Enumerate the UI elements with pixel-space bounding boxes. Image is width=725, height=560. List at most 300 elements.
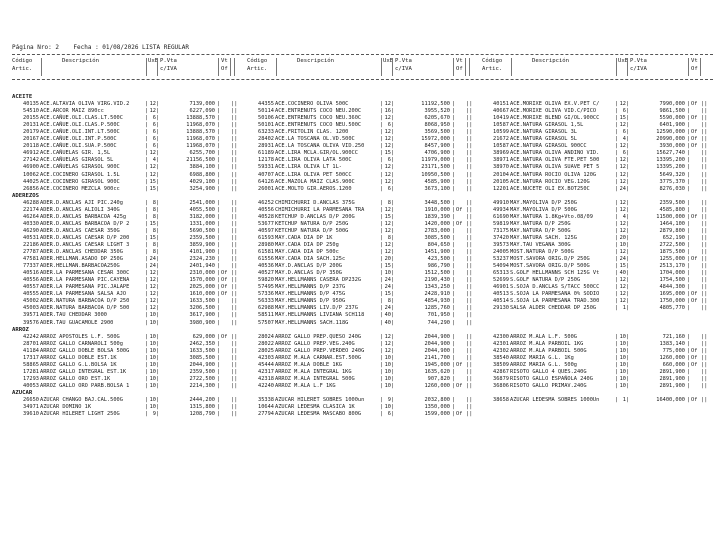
cell-separator: | (626, 354, 630, 361)
cell-separator: || (701, 340, 708, 347)
units-per-box: 12 (149, 291, 156, 298)
price-with-iva: 15627,740 (656, 150, 685, 157)
product-code: 45002 (23, 298, 39, 305)
units-per-box: 15 (384, 150, 391, 157)
product-code: 53677 (258, 220, 274, 227)
product-row (482, 369, 713, 376)
product-row (12, 164, 243, 171)
cell-separator: | (687, 256, 691, 263)
cell-separator: || (231, 150, 238, 157)
product-code: 40707 (258, 171, 274, 178)
cell-separator: | (615, 298, 619, 305)
cell-separator: | (391, 157, 395, 164)
product-code: 59819 (493, 220, 509, 227)
product-row (482, 362, 713, 369)
product-row (12, 397, 243, 404)
price-with-iva: 1633,500 (189, 347, 215, 354)
product-description: ACE.FRITOLIN CLAS. 1200 (275, 129, 349, 136)
cell-separator: | (217, 115, 221, 122)
price-with-iva: 1910,000 (424, 206, 450, 213)
cell-separator: | (156, 354, 160, 361)
cell-separator: | (687, 354, 691, 361)
cell-separator: | (452, 157, 456, 164)
cell-separator: || (466, 199, 473, 206)
cell-separator: || (701, 263, 708, 270)
cell-separator: || (466, 404, 473, 411)
product-description: ACE.CAÑUE.OLI.CLAS.LT.500C (40, 115, 123, 122)
cell-separator: | (217, 277, 221, 284)
product-code: 40531 (23, 234, 39, 241)
cell-separator: || (701, 361, 708, 368)
price-with-iva: 1704,000 (659, 270, 685, 277)
cell-separator: | (615, 234, 619, 241)
cell-separator: | (380, 277, 384, 284)
units-per-box: 16 (384, 108, 391, 115)
cell-separator: | (217, 256, 221, 263)
price-with-iva: 1695,000 (659, 291, 685, 298)
product-code: 12178 (258, 157, 274, 164)
product-row (12, 362, 243, 369)
price-with-iva: 3775,370 (659, 178, 685, 185)
cell-separator: | (217, 234, 221, 241)
cell-separator: | (391, 249, 395, 256)
product-code: 54094 (493, 263, 509, 270)
vt-header: Vt (456, 58, 463, 64)
product-code: 40135 (23, 101, 39, 108)
units-per-box: 10 (149, 319, 156, 326)
product-code: 29130 (493, 305, 509, 312)
units-per-box: 10 (149, 404, 156, 411)
blank-row (247, 327, 478, 334)
vt-header: Vt (691, 58, 698, 64)
cell-separator: | (380, 108, 384, 115)
product-code: 20179 (23, 129, 39, 136)
price-with-iva: 2462,350 (189, 340, 215, 347)
price-with-iva: 13888,570 (186, 129, 215, 136)
product-code: 61581 (258, 249, 274, 256)
units-per-box: 15 (384, 213, 391, 220)
cell-separator: | (380, 305, 384, 312)
product-code: 45003 (23, 305, 39, 312)
cell-separator: | (615, 263, 619, 270)
cell-separator: | (687, 234, 691, 241)
price-with-iva: 2891,900 (659, 368, 685, 375)
product-row (247, 270, 478, 277)
product-code: 40330 (23, 220, 39, 227)
cell-separator: | (452, 122, 456, 129)
units-per-box: 12 (619, 101, 626, 108)
price-with-iva: 2214,300 (189, 382, 215, 389)
units-per-box: 6 (622, 129, 626, 136)
cell-separator: | (687, 241, 691, 248)
product-row (247, 411, 478, 418)
cell-separator: | (615, 150, 619, 157)
product-description: AZUCAR LEDESMA MASCABO 800G (275, 411, 362, 418)
product-description: ARROZ APOSTOLES L.F. 500G (40, 333, 120, 340)
cell-separator: || (466, 136, 473, 143)
product-description: ARROZ MARIA G.L. 1Kg (510, 354, 574, 361)
cell-separator: | (217, 404, 221, 411)
price-with-iva: 11968,070 (186, 136, 215, 143)
product-row (247, 291, 478, 298)
cell-separator: | (452, 298, 456, 305)
price-with-iva: 2025,000 (189, 284, 215, 291)
cell-separator: || (231, 213, 238, 220)
cell-separator: | (687, 157, 691, 164)
price-with-iva: 3980,900 (189, 319, 215, 326)
cell-separator: | (217, 249, 221, 256)
cell-separator: | (615, 157, 619, 164)
cell-separator: | (452, 284, 456, 291)
cell-separator: | (380, 178, 384, 185)
cell-separator: | (615, 185, 619, 192)
product-row (247, 101, 478, 108)
blank-row (482, 327, 713, 334)
cell-separator: | (145, 143, 149, 150)
product-code: 40556 (23, 277, 39, 284)
offer-flag: Of (691, 354, 698, 361)
units-per-box: 12 (384, 241, 391, 248)
cell-separator: | (452, 354, 456, 361)
cell-separator: | (687, 122, 691, 129)
units-per-box: 10 (619, 354, 626, 361)
cell-separator: || (231, 157, 238, 164)
header-divider (469, 58, 470, 76)
product-description: AZUCAR DOMINO 1K (40, 404, 92, 411)
price-list-page (12, 0, 713, 560)
cell-separator: | (145, 397, 149, 404)
cell-separator: | (380, 361, 384, 368)
cell-separator: | (626, 129, 630, 136)
product-description: ACE.NATURA OLIVA FTE.PET 500 (510, 157, 600, 164)
product-description: RISOTO GALLO 4 QUES.240G (510, 368, 587, 375)
units-per-box: 12 (149, 270, 156, 277)
cell-separator: || (701, 108, 708, 115)
units-per-box: 10 (384, 361, 391, 368)
price-with-iva: 2359,500 (659, 199, 685, 206)
product-row (12, 376, 243, 383)
cell-separator: || (701, 333, 708, 340)
price-with-iva: 1208,790 (189, 411, 215, 418)
product-description: ADER.D.ANCLAS AJI PIC.240g (40, 199, 123, 206)
cell-separator: | (156, 164, 160, 171)
uxb-header: UxB (383, 58, 394, 64)
units-per-box: 15 (619, 263, 626, 270)
cell-separator: | (156, 115, 160, 122)
product-code: 58865 (23, 361, 39, 368)
units-per-box: 1 (622, 397, 626, 404)
cell-separator: | (615, 333, 619, 340)
cell-separator: || (466, 171, 473, 178)
product-code: 50101 (258, 122, 274, 129)
product-row (12, 369, 243, 376)
product-code: 40667 (493, 108, 509, 115)
units-per-box: 8 (152, 249, 156, 256)
cell-separator: | (626, 164, 630, 171)
price-header: P.Vta (160, 58, 177, 64)
product-description: ARROZ M.ALA CARNAR.EST.500G (275, 354, 362, 361)
header-divider (146, 58, 147, 76)
product-row (247, 150, 478, 157)
units-per-box: 12 (384, 206, 391, 213)
cell-separator: | (145, 312, 149, 319)
price-with-iva: 3955,520 (424, 108, 450, 115)
product-code: 41184 (23, 347, 39, 354)
product-code: 10599 (493, 129, 509, 136)
cell-separator: | (452, 227, 456, 234)
cell-separator: | (217, 178, 221, 185)
cell-separator: || (466, 312, 473, 319)
cell-separator: || (466, 411, 473, 418)
price-with-iva: 5590,000 (659, 115, 685, 122)
cell-separator: | (391, 347, 395, 354)
cell-separator: | (380, 291, 384, 298)
cell-separator: || (701, 199, 708, 206)
price-with-iva: 9861,500 (659, 108, 685, 115)
cell-separator: || (701, 178, 708, 185)
cell-separator: || (231, 347, 238, 354)
product-description: MOST.SAVORA ORIG.D/P 250G (510, 256, 590, 263)
cell-separator: || (466, 319, 473, 326)
cell-separator: | (145, 136, 149, 143)
product-row (247, 312, 478, 319)
cell-separator: || (231, 340, 238, 347)
cell-separator: | (156, 263, 160, 270)
product-description: MAY.CADA DIA DP 250g (275, 241, 339, 248)
cell-separator: | (391, 206, 395, 213)
product-row (247, 242, 478, 249)
price-with-iva: 3617,900 (189, 312, 215, 319)
product-description: ACE.ENTRENUTS COCO NEU.360C (275, 115, 362, 122)
units-per-box: 12 (619, 157, 626, 164)
cell-separator: | (145, 241, 149, 248)
price-with-iva: 986,790 (427, 263, 450, 270)
product-row (12, 186, 243, 193)
price-with-iva: 4055,500 (189, 206, 215, 213)
cell-separator: | (626, 115, 630, 122)
cell-separator: | (615, 143, 619, 150)
cell-separator: | (217, 333, 221, 340)
cell-separator: || (701, 368, 708, 375)
product-code: 61556 (258, 256, 274, 263)
cell-separator: | (391, 263, 395, 270)
cell-separator: | (615, 213, 619, 220)
cell-separator: | (217, 129, 221, 136)
cell-separator: | (452, 305, 456, 312)
cell-separator: | (156, 397, 160, 404)
cell-separator: | (145, 263, 149, 270)
product-row (247, 334, 478, 341)
header-divider (157, 58, 158, 76)
price-with-iva: 2444,200 (189, 397, 215, 404)
cell-separator: | (145, 227, 149, 234)
product-row (482, 249, 713, 256)
product-code: 45444 (258, 361, 274, 368)
cell-separator: | (145, 354, 149, 361)
product-row (12, 228, 243, 235)
cell-separator: || (466, 206, 473, 213)
cell-separator: | (156, 277, 160, 284)
product-description: ARROZ GALLO PREP.VEG.240G (275, 340, 355, 347)
price-with-iva: 2044,900 (424, 347, 450, 354)
product-code: 44025 (23, 178, 39, 185)
cell-separator: | (156, 241, 160, 248)
product-row (247, 235, 478, 242)
product-description: ADER.D.ANCLAS BARBACOA 425g (40, 213, 127, 220)
price-with-iva: 4844,300 (659, 284, 685, 291)
cell-separator: | (687, 143, 691, 150)
product-code: 17281 (23, 368, 39, 375)
product-code: 35338 (258, 397, 274, 404)
price-with-iva: 1570,000 (189, 277, 215, 284)
cell-separator: | (391, 312, 395, 319)
cell-separator: || (701, 375, 708, 382)
product-code: 27794 (258, 411, 274, 418)
cell-separator: || (701, 270, 708, 277)
product-description: MAY.TAU VEGANA 300G (510, 241, 571, 248)
cell-separator: | (380, 143, 384, 150)
cell-separator: | (452, 347, 456, 354)
product-code: 20118 (23, 143, 39, 150)
cell-separator: | (380, 164, 384, 171)
units-per-box: 8 (152, 213, 156, 220)
product-description: MAY.CADA DIA SACH.125c (275, 256, 346, 263)
cell-separator: | (452, 291, 456, 298)
product-row (12, 179, 243, 186)
cell-separator: | (687, 333, 691, 340)
description-header: Descripción (297, 58, 335, 64)
units-per-box: 24 (384, 284, 391, 291)
cell-separator: | (452, 150, 456, 157)
cell-separator: || (231, 122, 238, 129)
product-row (247, 263, 478, 270)
cell-separator: | (391, 213, 395, 220)
product-description: ACE.NATURA GIRASOL 900CC (510, 143, 587, 150)
cell-separator: || (701, 185, 708, 192)
product-row (482, 150, 713, 157)
cell-separator: || (701, 136, 708, 143)
product-code: 28701 (23, 340, 39, 347)
units-per-box: 10 (149, 340, 156, 347)
product-description: ARROZ GALLO CARNAROLI 500g (40, 340, 123, 347)
product-row (247, 143, 478, 150)
product-code: 17293 (23, 375, 39, 382)
cell-separator: | (145, 157, 149, 164)
product-description: AZUCAR HILERET LIGHT 250G (40, 411, 120, 418)
cell-separator: | (452, 397, 456, 404)
cell-separator: | (626, 249, 630, 256)
cell-separator: | (391, 256, 395, 263)
product-row (247, 207, 478, 214)
product-code: 21672 (493, 136, 509, 143)
units-per-box: 12 (619, 298, 626, 305)
cell-separator: | (380, 101, 384, 108)
product-description: ARROZ GALLO G.L.BOLSA 1K (40, 361, 117, 368)
blank-row (247, 390, 478, 397)
price-with-iva: 629,000 (192, 333, 215, 340)
cell-separator: || (231, 164, 238, 171)
cell-separator: | (380, 263, 384, 270)
units-per-box: 6 (152, 122, 156, 129)
product-description: AZUCAR LEDESMA CLASICA 1K (275, 404, 355, 411)
cell-separator: | (145, 164, 149, 171)
product-row (12, 214, 243, 221)
product-code: 56333 (258, 298, 274, 305)
cell-separator: || (701, 143, 708, 150)
product-code: 40527 (258, 270, 274, 277)
cell-separator: | (452, 143, 456, 150)
product-description: MAY.D.ANCLAS D/P 350G (275, 270, 342, 277)
product-row (247, 122, 478, 129)
cell-separator: | (145, 404, 149, 411)
offer-flag: Of (221, 277, 228, 284)
cell-separator: | (145, 249, 149, 256)
cell-separator: || (466, 157, 473, 164)
product-row (482, 270, 713, 277)
product-description: ACE.COCINERO OLIVA 500C (275, 101, 349, 108)
product-code: 40597 (258, 227, 274, 234)
cell-separator: | (615, 270, 619, 277)
cell-separator: || (701, 150, 708, 157)
cell-separator: | (391, 277, 395, 284)
product-description: ACE.MORIXE OLIVA EX.V.PET C/ (510, 101, 600, 108)
cell-separator: | (626, 227, 630, 234)
product-code: 28931 (258, 143, 274, 150)
units-per-box: 10 (619, 375, 626, 382)
product-description: ACE.NATURA OLIVA SUAVE PET 5 (510, 164, 600, 171)
product-row (247, 305, 478, 312)
units-per-box: 12 (619, 284, 626, 291)
cell-separator: | (626, 108, 630, 115)
cell-separator: || (701, 101, 708, 108)
cell-separator: | (380, 375, 384, 382)
product-description: ACE.LA TOSCANA OLIVA VID.250 (275, 143, 365, 150)
cell-separator: | (452, 206, 456, 213)
cell-separator: | (156, 143, 160, 150)
cell-separator: | (626, 397, 630, 404)
cell-separator: | (217, 340, 221, 347)
product-description: ADER.D.ANCLAS CAESAR 350G (40, 227, 120, 234)
units-per-box: 10 (619, 241, 626, 248)
product-description: ACE.NATURA ROCIO OLIVA 120G (510, 171, 597, 178)
cell-separator: | (380, 404, 384, 411)
cell-separator: | (687, 171, 691, 178)
cell-separator: | (615, 397, 619, 404)
product-code: 63233 (258, 129, 274, 136)
units-per-box: 4 (622, 136, 626, 143)
cell-separator: | (156, 101, 160, 108)
product-row (482, 157, 713, 164)
cell-separator: | (156, 171, 160, 178)
cell-separator: | (380, 298, 384, 305)
product-description: ARROZ GALLO ORO EST.1K (40, 375, 111, 382)
product-row (12, 305, 243, 312)
cell-separator: || (231, 115, 238, 122)
product-code: 59820 (258, 277, 274, 284)
units-per-box: 12 (384, 136, 391, 143)
cell-separator: | (687, 227, 691, 234)
product-code: 40516 (23, 270, 39, 277)
product-row (247, 249, 478, 256)
product-description: ACE.MORIXE OLIVA VID.C/PICO (510, 108, 597, 115)
cell-separator: | (380, 136, 384, 143)
description-header: Descripción (62, 58, 100, 64)
product-description: SALSA ALDER CHEDDAR DP 250G (510, 305, 597, 312)
cell-separator: | (626, 333, 630, 340)
cell-separator: | (391, 227, 395, 234)
product-description: ACE.ARCOR MAIZ 890cc (40, 108, 104, 115)
price-with-iva: 1383,140 (659, 340, 685, 347)
